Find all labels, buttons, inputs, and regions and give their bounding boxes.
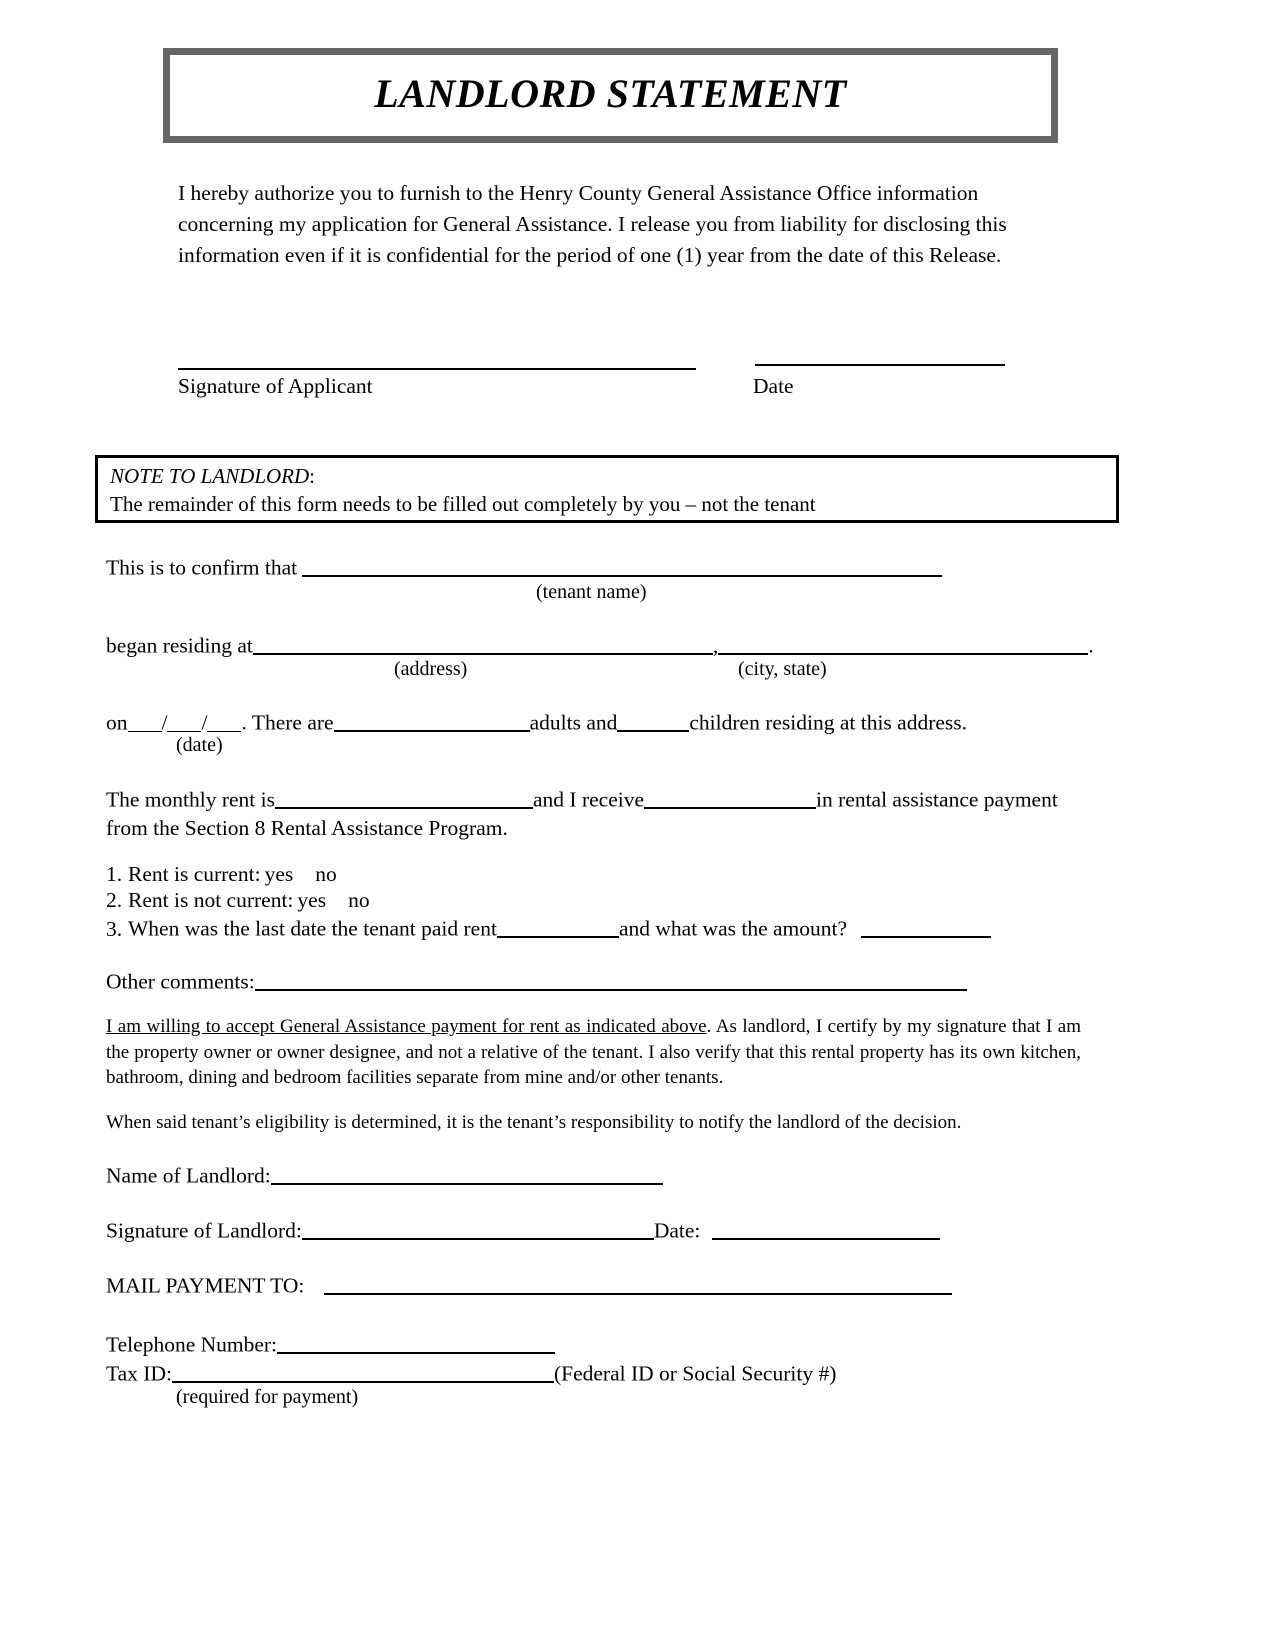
mail-payment-field[interactable]: [324, 1270, 952, 1295]
other-comments-field[interactable]: [255, 966, 967, 991]
telephone-field[interactable]: [277, 1329, 555, 1354]
question-3-number: 3.: [106, 916, 123, 941]
landlord-signature-label: Signature of Landlord:: [106, 1218, 302, 1243]
question-1-number: 1.: [106, 862, 123, 886]
tenant-name-field[interactable]: [302, 552, 942, 577]
note-heading-colon: :: [309, 464, 316, 488]
tax-id-label: Tax ID:: [106, 1361, 172, 1386]
occupancy-on-label: on: [106, 710, 128, 735]
landlord-name-label: Name of Landlord:: [106, 1163, 271, 1188]
rental-assistance-field[interactable]: [644, 784, 816, 809]
residing-address-row: [106, 630, 1094, 680]
adults-label: adults and: [529, 710, 618, 735]
occupancy-period: .: [241, 710, 247, 735]
occupancy-date-sublabel: (date): [176, 734, 223, 756]
children-count-field[interactable]: [617, 707, 689, 732]
question-item-2: [106, 888, 991, 914]
confirm-tenant-row: [106, 552, 942, 603]
residing-period: .: [1088, 633, 1094, 658]
date-month-field[interactable]: [128, 708, 162, 732]
certification-underlined-text: I am willing to accept General Assistance payment for rent as indicated above: [106, 1016, 707, 1037]
question-item-1: [106, 862, 991, 888]
title-box: [163, 48, 1058, 143]
residing-comma: ,: [712, 633, 719, 658]
note-heading: NOTE TO LANDLORD: [110, 464, 310, 488]
applicant-signature-label: Signature of Applicant: [178, 374, 373, 398]
city-state-field[interactable]: [718, 630, 1088, 655]
and-i-receive-label: and I receive: [533, 787, 645, 812]
other-comments-row: [106, 966, 967, 995]
rent-questions-list: [106, 862, 991, 942]
last-payment-amount-field[interactable]: [861, 913, 991, 938]
mail-payment-label: MAIL PAYMENT TO:: [106, 1273, 305, 1298]
rental-assistance-label: in rental assistance payment: [816, 787, 1058, 812]
tax-id-sublabel: (required for payment): [176, 1386, 359, 1408]
question-2-number: 2.: [106, 887, 123, 912]
tax-id-hint: (Federal ID or Social Security #): [553, 1361, 837, 1386]
address-sublabel: (address): [394, 658, 468, 680]
date-slash-1: /: [161, 710, 168, 735]
monthly-rent-field[interactable]: [275, 784, 533, 809]
landlord-date-field[interactable]: [712, 1215, 940, 1240]
date-year-field[interactable]: [207, 708, 241, 732]
children-label: children residing at this address.: [689, 710, 968, 735]
address-field[interactable]: [253, 630, 713, 655]
question-item-3: [106, 913, 991, 942]
date-slash-2: /: [201, 710, 208, 735]
landlord-signature-field[interactable]: [302, 1215, 654, 1240]
telephone-label: Telephone Number:: [106, 1332, 278, 1357]
note-heading-row: [110, 462, 1116, 490]
adults-count-field[interactable]: [334, 707, 530, 732]
last-payment-date-field[interactable]: [497, 913, 619, 938]
question-2-text: Rent is not current:: [128, 887, 294, 912]
landlord-signature-row: [106, 1215, 940, 1244]
tax-id-row: [106, 1358, 837, 1408]
other-comments-label: Other comments:: [106, 969, 255, 994]
question-2-no-option[interactable]: no: [348, 887, 370, 912]
tenant-name-sublabel: (tenant name): [536, 581, 647, 603]
occupancy-row: [106, 707, 968, 756]
question-1-no-option[interactable]: no: [315, 862, 337, 886]
authorization-paragraph: [178, 178, 1023, 271]
there-are-label: There are: [251, 710, 334, 735]
question-1-text: Rent is current:: [128, 862, 261, 886]
page-title: LANDLORD STATEMENT: [374, 70, 847, 116]
date-day-field[interactable]: [167, 708, 201, 732]
residing-prefix-label: began residing at: [106, 633, 253, 658]
authorization-text: I hereby authorize you to furnish to the Henry County General Assistance Office information concerning my application for General Assistance. I release you from liability for disclosing this information even if it is confidential for the period of one (1) year from the date of this Release.: [178, 181, 1007, 267]
mail-payment-row: [106, 1270, 952, 1299]
eligibility-note: When said tenant’s eligibility is determined, it is the tenant’s responsibility to notify the landlord of the decision.: [106, 1112, 962, 1133]
question-2-yes-option[interactable]: yes: [297, 887, 327, 912]
tax-id-field[interactable]: [172, 1358, 554, 1383]
landlord-date-label: Date:: [653, 1218, 701, 1243]
applicant-signature-line[interactable]: [178, 368, 696, 370]
telephone-row: [106, 1329, 555, 1358]
applicant-date-label: Date: [753, 374, 794, 398]
applicant-date-line[interactable]: [755, 364, 1005, 366]
confirm-prefix-label: This is to confirm that: [106, 555, 298, 580]
section8-label: from the Section 8 Rental Assistance Program.: [106, 815, 508, 840]
monthly-rent-row: [106, 784, 1086, 842]
monthly-rent-label: The monthly rent is: [106, 787, 275, 812]
question-3-text-2: and what was the amount?: [618, 916, 848, 941]
note-body: The remainder of this form needs to be filled out completely by you – not the tenant: [110, 492, 816, 516]
city-state-sublabel: (city, state): [738, 658, 827, 680]
landlord-name-field[interactable]: [271, 1160, 663, 1185]
question-3-text: When was the last date the tenant paid rent: [128, 916, 497, 941]
landlord-name-row: [106, 1160, 663, 1189]
certification-rest-text: . As landlord, I certify by my signature that I am the property owner or owner designee, and not a relative of the tenant. I also verify that this rental property has its own kitchen, bathroom, dining and bedroom facilities separate from mine and/or other tenants.: [106, 1016, 1082, 1088]
certification-paragraph: [106, 1014, 1081, 1091]
question-1-yes-option[interactable]: yes: [264, 862, 294, 886]
note-to-landlord-box: [95, 455, 1119, 523]
